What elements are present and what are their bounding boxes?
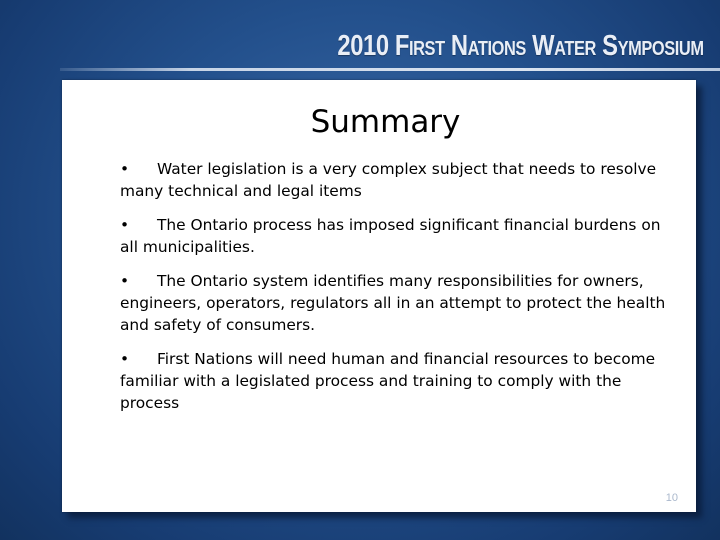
bullet-text: Water legislation is a very complex subject that needs to resolve many technical and legal items [120, 160, 657, 200]
slide-title: Summary [310, 104, 461, 140]
bullet-list [120, 158, 680, 426]
header-divider [60, 68, 720, 71]
bottom-band [0, 518, 720, 540]
symposium-title: 2010 First Nations Water Symposium [337, 30, 704, 62]
bullet-item [120, 158, 680, 202]
bullet-marker: • [120, 272, 130, 290]
slide-content-panel [62, 80, 696, 512]
bullet-text: The Ontario system identifies many responsibilities for owners, engineers, operators, regulators all in an attempt to protect the health and safety of consumers. [120, 272, 666, 334]
bullet-item [120, 348, 680, 414]
bullet-marker: • [120, 216, 130, 234]
bullet-item [120, 214, 680, 258]
page-number: 10 [665, 492, 678, 504]
header-banner [0, 0, 720, 78]
bullet-text: The Ontario process has imposed significant financial burdens on all municipalities. [120, 216, 661, 256]
bullet-text: First Nations will need human and financial resources to become familiar with a legislated process and training to comply with the process [120, 350, 656, 412]
bullet-marker: • [120, 160, 130, 178]
bullet-marker: • [120, 350, 130, 368]
bullet-item [120, 270, 680, 336]
